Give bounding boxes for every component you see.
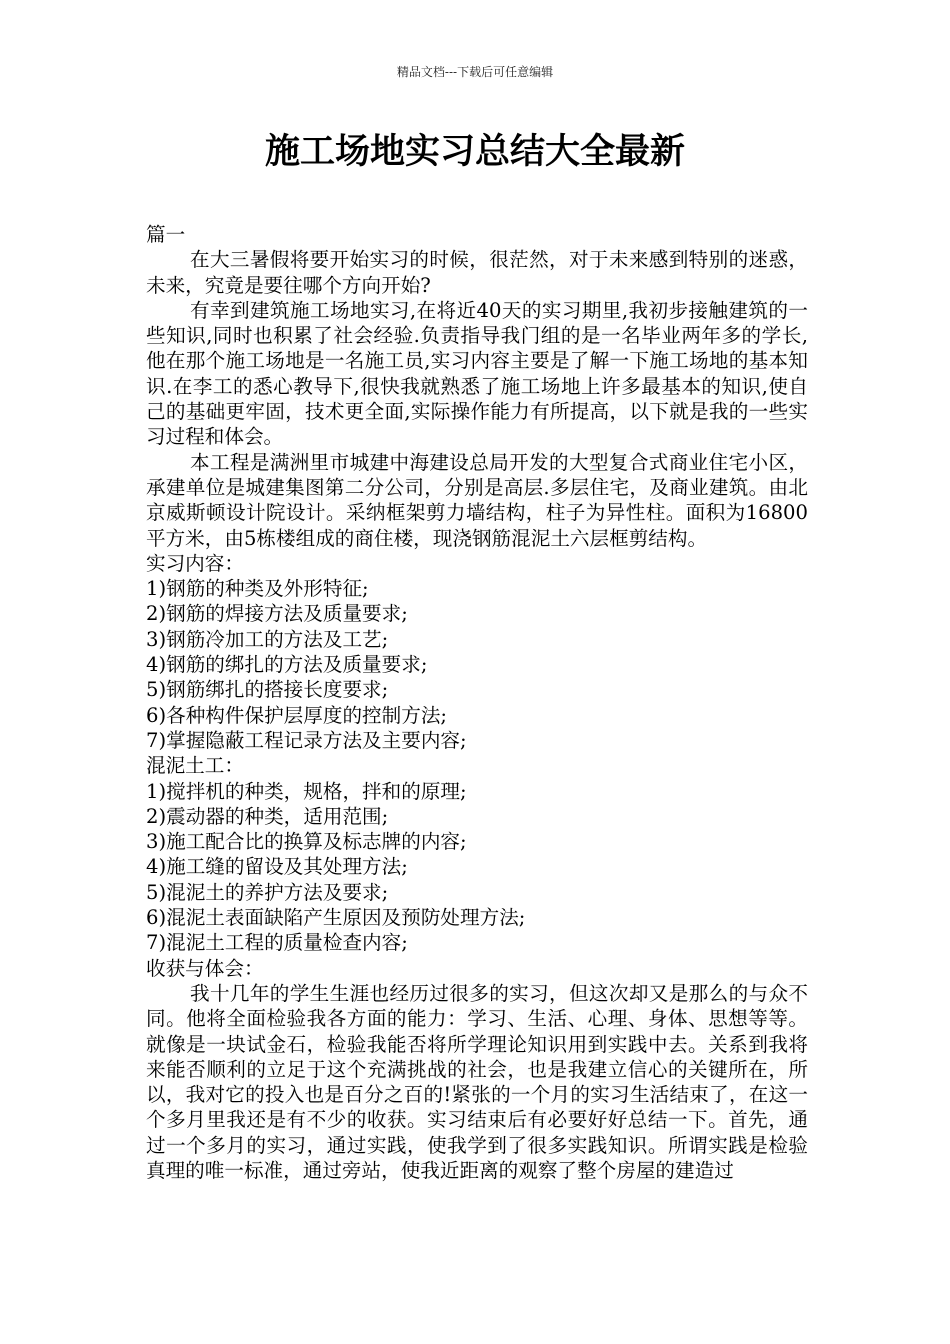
list-item: 3)施工配合比的换算及标志牌的内容;: [146, 830, 467, 854]
list-item: 7)掌握隐蔽工程记录方法及主要内容;: [146, 728, 467, 752]
paragraph-internship: 有幸到建筑施工场地实习,在将近40天的实习期里,我初步接触建筑的一些知识,同时也积累了社会经验.负责指导我门组的是一名毕业两年多的学长,他在那个施工场地是一名施工员,实习内容主要是了解一下施工场地的基本知识.在李工的悉心教导下,很快我就熟悉了施工场地上许多最基本的知识,使自己的基础更牢固，技术更全面,实际操作能力有所提高，以下就是我的一些实习过程和体会。: [146, 298, 808, 449]
list-item: 5)混泥土的养护方法及要求;: [146, 880, 389, 904]
section-heading-reflection: 收获与体会：: [146, 956, 264, 980]
list-item: 2)钢筋的焊接方法及质量要求;: [146, 602, 408, 626]
document-body: [146, 222, 808, 1183]
paragraph-project: 本工程是满洲里市城建中海建设总局开发的大型复合式商业住宅小区，承建单位是城建集图第二分公司，分别是高层.多层住宅，及商业建筑。由北京威斯顿设计院设计。采纳框架剪力墙结构，柱子为异性柱。面积为16800平方米，由5栋楼组成的商住楼，现浇钢筋混泥土六层框剪结构。: [146, 450, 808, 550]
section-label: 篇一: [146, 223, 186, 246]
section-heading-content: 实习内容：: [146, 551, 244, 575]
document-title: 施工场地实习总结大全最新: [264, 132, 685, 172]
list-item: 5)钢筋绑扎的搭接长度要求;: [146, 678, 389, 702]
list-item: 3)钢筋冷加工的方法及工艺;: [146, 627, 389, 651]
list-item: 4)钢筋的绑扎的方法及质量要求;: [146, 653, 428, 677]
paragraph-reflection: 我十几年的学生生涯也经历过很多的实习，但这次却又是那么的与众不同。他将全面检验我各方面的能力：学习、生活、心理、身体、思想等等。就像是一块试金石，检验我能否将所学理论知识用到实践中去。关系到我将来能否顺利的立足于这个充满挑战的社会，也是我建立信心的关键所在，所以，我对它的投入也是百分之百的!紧张的一个月的实习生活结束了，在这一个多月里我还是有不少的收获。实习结束后有必要好好总结一下。首先，通过一个多月的实习，通过实践，使我学到了很多实践知识。所谓实践是检验真理的唯一标准，通过旁站，使我近距离的观察了整个房屋的建造过: [146, 981, 808, 1182]
paragraph-intro: 在大三暑假将要开始实习的时候，很茫然，对于未来感到特别的迷惑，未来，究竟是要往哪个方向开始?: [146, 248, 808, 297]
list-item: 2)震动器的种类，适用范围;: [146, 804, 389, 828]
list-item: 1)搅拌机的种类，规格，拌和的原理;: [146, 779, 467, 803]
list-item: 4)施工缝的留设及其处理方法;: [146, 855, 408, 879]
header-note: 精品文档---下载后可任意编辑: [396, 65, 554, 79]
section-heading-concrete: 混泥土工：: [146, 754, 244, 778]
list-item: 1)钢筋的种类及外形特征;: [146, 577, 369, 601]
list-item: 6)各种构件保护层厚度的控制方法;: [146, 703, 448, 727]
list-item: 6)混泥土表面缺陷产生原因及预防处理方法;: [146, 906, 526, 930]
list-item: 7)混泥土工程的质量检查内容;: [146, 931, 408, 955]
